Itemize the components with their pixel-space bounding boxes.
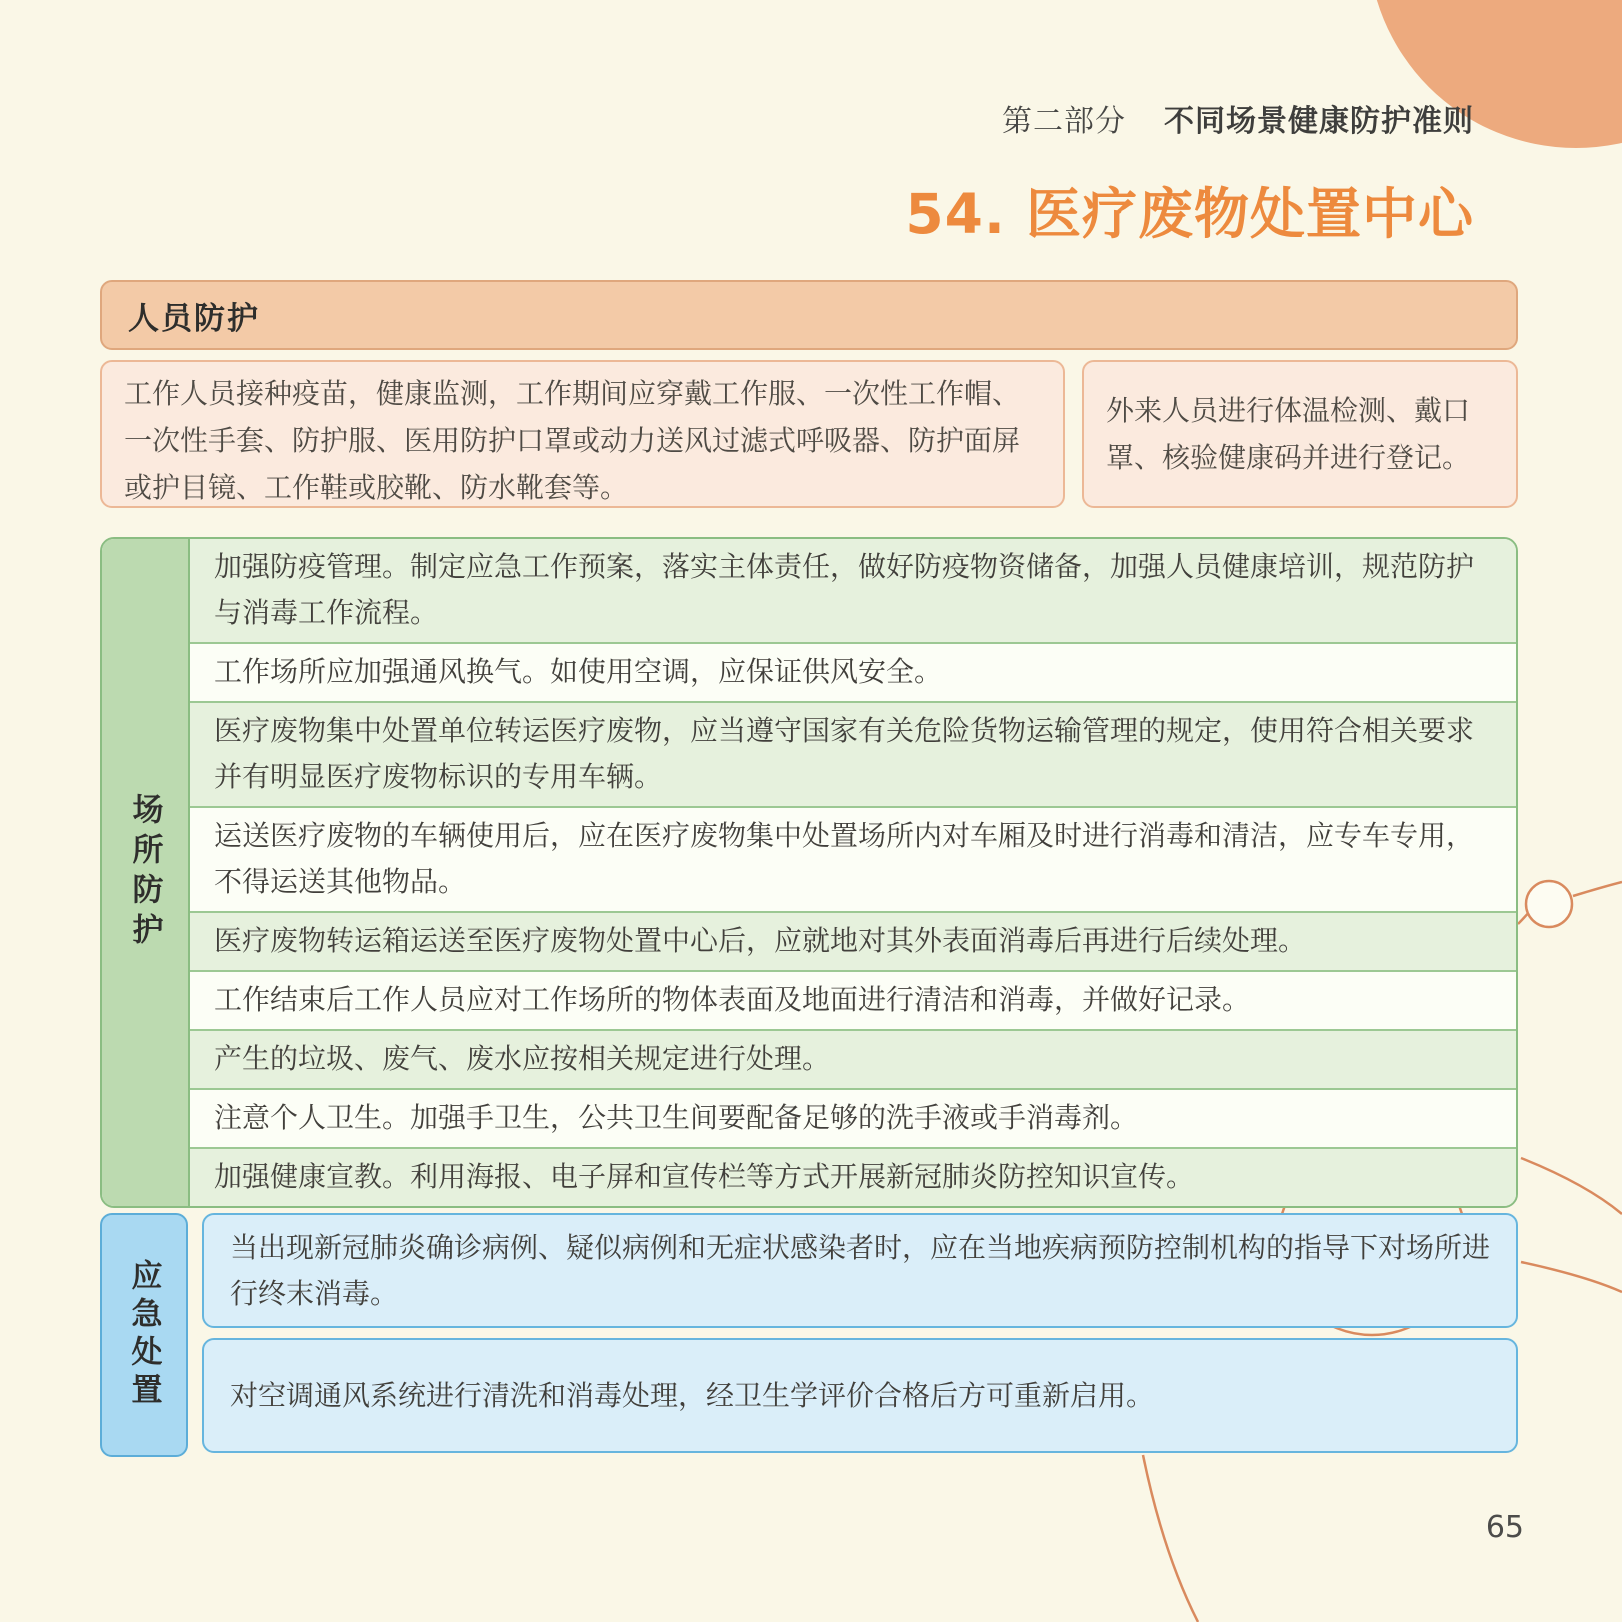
table-row: 工作结束后工作人员应对工作场所的物体表面及地面进行清洁和消毒，并做好记录。 — [190, 970, 1516, 1029]
emergency-box-disinfection — [202, 1213, 1518, 1328]
table-row: 注意个人卫生。加强手卫生，公共卫生间要配备足够的洗手液或手消毒剂。 — [190, 1088, 1516, 1147]
venue-label-cell — [102, 539, 190, 1206]
venue-label: 场所防护 — [126, 792, 163, 953]
venue-protection-table — [100, 537, 1518, 1208]
page-number: 65 — [1485, 1510, 1524, 1545]
small-ring-dot — [1526, 881, 1572, 927]
header-part-title: 不同场景健康防护准则 — [1164, 104, 1474, 139]
venue-rows — [190, 539, 1516, 1206]
emergency-box-hvac — [202, 1338, 1518, 1453]
personnel-box-visitors — [1082, 360, 1518, 508]
table-row: 运送医疗废物的车辆使用后，应在医疗废物集中处置场所内对车厢及时进行消毒和清洁，应专车专用，不得运送其他物品。 — [190, 806, 1516, 911]
emergency-box-hvac-text: 对空调通风系统进行清洗和消毒处理，经卫生学评价合格后方可重新启用。 — [230, 1378, 1155, 1412]
personnel-box-staff-text: 工作人员接种疫苗，健康监测，工作期间应穿戴工作服、一次性工作帽、一次性手套、防护服、医用防护口罩或动力送风过滤式呼吸器、防护面屏或护目镜、工作鞋或胶靴、防水靴套等。 — [124, 377, 1021, 504]
table-row: 工作场所应加强通风换气。如使用空调，应保证供风安全。 — [190, 642, 1516, 701]
section-header-personnel — [100, 280, 1518, 350]
emergency-label-cell — [100, 1213, 188, 1457]
arc-lower-right — [1521, 1262, 1622, 1292]
table-row: 加强健康宣教。利用海报、电子屏和宣传栏等方式开展新冠肺炎防控知识宣传。 — [190, 1147, 1516, 1206]
arc-right-of-dot — [1573, 882, 1622, 896]
arc-upper-right — [1521, 1158, 1622, 1214]
header-part-label: 第二部分 — [1002, 104, 1126, 139]
emergency-label: 应急处置 — [125, 1259, 162, 1411]
running-header — [1002, 96, 1474, 140]
table-row: 加强防疫管理。制定应急工作预案，落实主体责任，做好防疫物资储备，加强人员健康培训，规范防护与消毒工作流程。 — [190, 539, 1516, 642]
page-title: 54. 医疗废物处置中心 — [905, 182, 1474, 246]
table-row: 产生的垃圾、废气、废水应按相关规定进行处理。 — [190, 1029, 1516, 1088]
section-header-personnel-label: 人员防护 — [128, 300, 260, 337]
table-row: 医疗废物转运箱运送至医疗废物处置中心后，应就地对其外表面消毒后再进行后续处理。 — [190, 911, 1516, 970]
arc-bottom — [1143, 1455, 1198, 1622]
table-row: 医疗废物集中处置单位转运医疗废物，应当遵守国家有关危险货物运输管理的规定，使用符合相关要求并有明显医疗废物标识的专用车辆。 — [190, 701, 1516, 806]
personnel-box-staff — [100, 360, 1065, 508]
emergency-box-disinfection-text: 当出现新冠肺炎确诊病例、疑似病例和无症状感染者时，应在当地疾病预防控制机构的指导下对场所进行终末消毒。 — [230, 1231, 1491, 1310]
personnel-box-visitors-text: 外来人员进行体温检测、戴口罩、核验健康码并进行登记。 — [1106, 394, 1471, 474]
